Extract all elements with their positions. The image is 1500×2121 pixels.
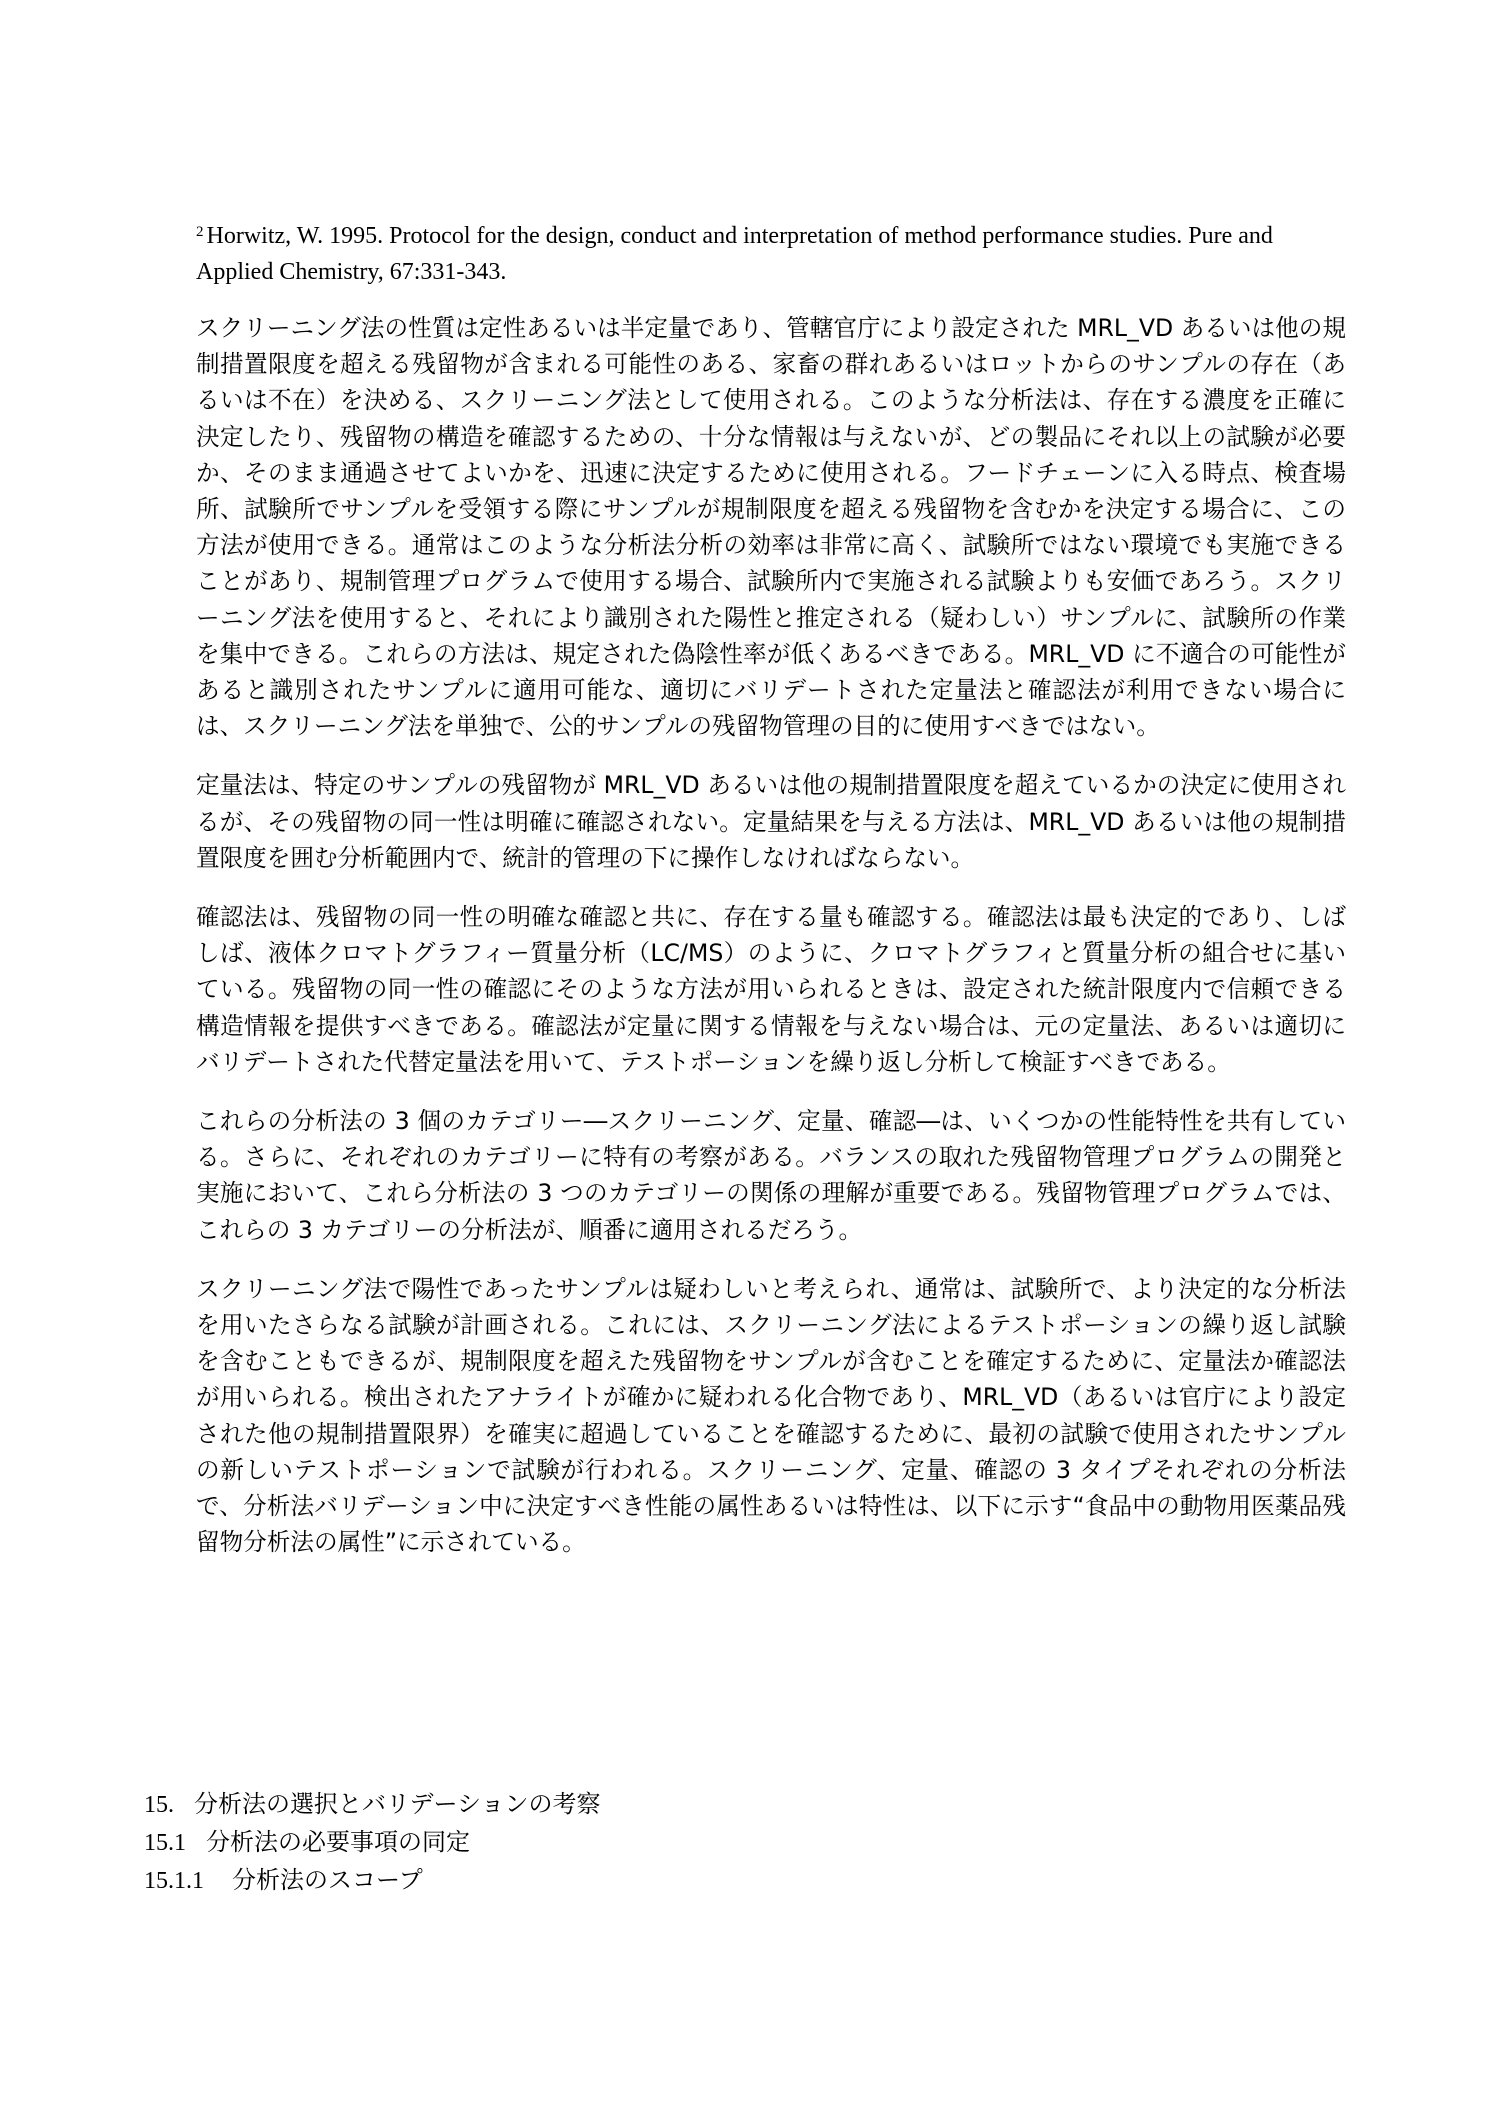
- footnote-text: Horwitz, W. 1995. Protocol for the design, conduct and interpretation of method performance studies. Pure and Applied Chemistry, 67:331-343.: [196, 223, 1273, 285]
- section-number: 15.: [144, 1792, 174, 1818]
- footnote: [196, 218, 1346, 290]
- subsubsection-title: 分析法のスコープ: [232, 1866, 423, 1894]
- paragraph-method-categories: これらの分析法の 3 個のカテゴリー―スクリーニング、定量、確認―は、いくつかの性能特性を共有している。さらに、それぞれのカテゴリーに特有の考察がある。バランスの取れた残留物管理プログラムの開発と実施において、これら分析法の 3 つのカテゴリーの関係の理解が重要である。残留物管理プログラムでは、これらの 3 カテゴリーの分析法が、順番に適用されるだろう。: [196, 1107, 1346, 1244]
- subsection-number: 15.1: [144, 1830, 186, 1856]
- paragraph-screening-methods: スクリーニング法の性質は定性あるいは半定量であり、管轄官庁により設定された MRL_VD あるいは他の規制措置限度を超える残留物が含まれる可能性のある、家畜の群れあるいはロットからのサンプルの存在（あるいは不在）を決める、スクリーニング法として使用される。このような分析法は、存在する濃度を正確に決定したり、残留物の構造を確認するための、十分な情報は与えないが、どの製品にそれ以上の試験が必要か、そのまま通過させてよいかを、迅速に決定するために使用される。フードチェーンに入る時点、検査場所、試験所でサンプルを受領する際にサンプルが規制限度を超える残留物を含むかを決定する場合に、この方法が使用できる。通常はこのような分析法分析の効率は非常に高く、試験所ではない環境でも実施できることがあり、規制管理プログラムで使用する場合、試験所内で実施される試験よりも安価であろう。スクリーニング法を使用すると、それにより識別された陽性と推定される（疑わしい）サンプルに、試験所の作業を集中できる。これらの方法は、規定された偽陰性率が低くあるべきである。MRL_VD に不適合の可能性があると識別されたサンプルに適用可能な、適切にバリデートされた定量法と確認法が利用できない場合には、スクリーニング法を単独で、公的サンプルの残留物管理の目的に使用すべきではない。: [196, 314, 1346, 741]
- subsection-heading: [144, 1824, 1044, 1862]
- footnote-marker: 2: [196, 224, 204, 240]
- subsubsection-heading: [144, 1862, 1044, 1900]
- paragraph-confirmatory-methods: 確認法は、残留物の同一性の明確な確認と共に、存在する量も確認する。確認法は最も決定的であり、しばしば、液体クロマトグラフィー質量分析（LC/MS）のように、クロマトグラフィと質量分析の組合せに基いている。残留物の同一性の確認にそのような方法が用いられるときは、設定された統計限度内で信頼できる構造情報を提供すべきである。確認法が定量に関する情報を与えない場合は、元の定量法、あるいは適切にバリデートされた代替定量法を用いて、テストポーションを繰り返し分析して検証すべきである。: [196, 903, 1346, 1076]
- subsection-title: 分析法の必要事項の同定: [206, 1828, 470, 1856]
- section-heading: [144, 1786, 1044, 1824]
- body-text: [196, 310, 1346, 1584]
- subsubsection-number: 15.1.1: [144, 1868, 204, 1894]
- paragraph-positive-samples: スクリーニング法で陽性であったサンプルは疑わしいと考えられ、通常は、試験所で、より決定的な分析法を用いたさらなる試験が計画される。これには、スクリーニング法によるテストポーションの繰り返し試験を含むこともできるが、規制限度を超えた残留物をサンプルが含むことを確定するために、定量法か確認法が用いられる。検出されたアナライトが確かに疑われる化合物であり、MRL_VD（あるいは官庁により設定された他の規制措置限界）を確実に超過していることを確認するために、最初の試験で使用されたサンプルの新しいテストポーションで試験が行われる。スクリーニング、定量、確認の 3 タイプそれぞれの分析法で、分析法バリデーション中に決定すべき性能の属性あるいは特性は、以下に示す“食品中の動物用医薬品残留物分析法の属性”に示されている。: [196, 1274, 1346, 1557]
- section-headings: [144, 1786, 1044, 1900]
- section-title: 分析法の選択とバリデーションの考察: [194, 1790, 601, 1818]
- paragraph-quantitative-methods: 定量法は、特定のサンプルの残留物が MRL_VD あるいは他の規制措置限度を超えているかの決定に使用されるが、その残留物の同一性は明確に確認されない。定量結果を与える方法は、MRL_VD あるいは他の規制措置限度を囲む分析範囲内で、統計的管理の下に操作しなければならない。: [196, 771, 1346, 872]
